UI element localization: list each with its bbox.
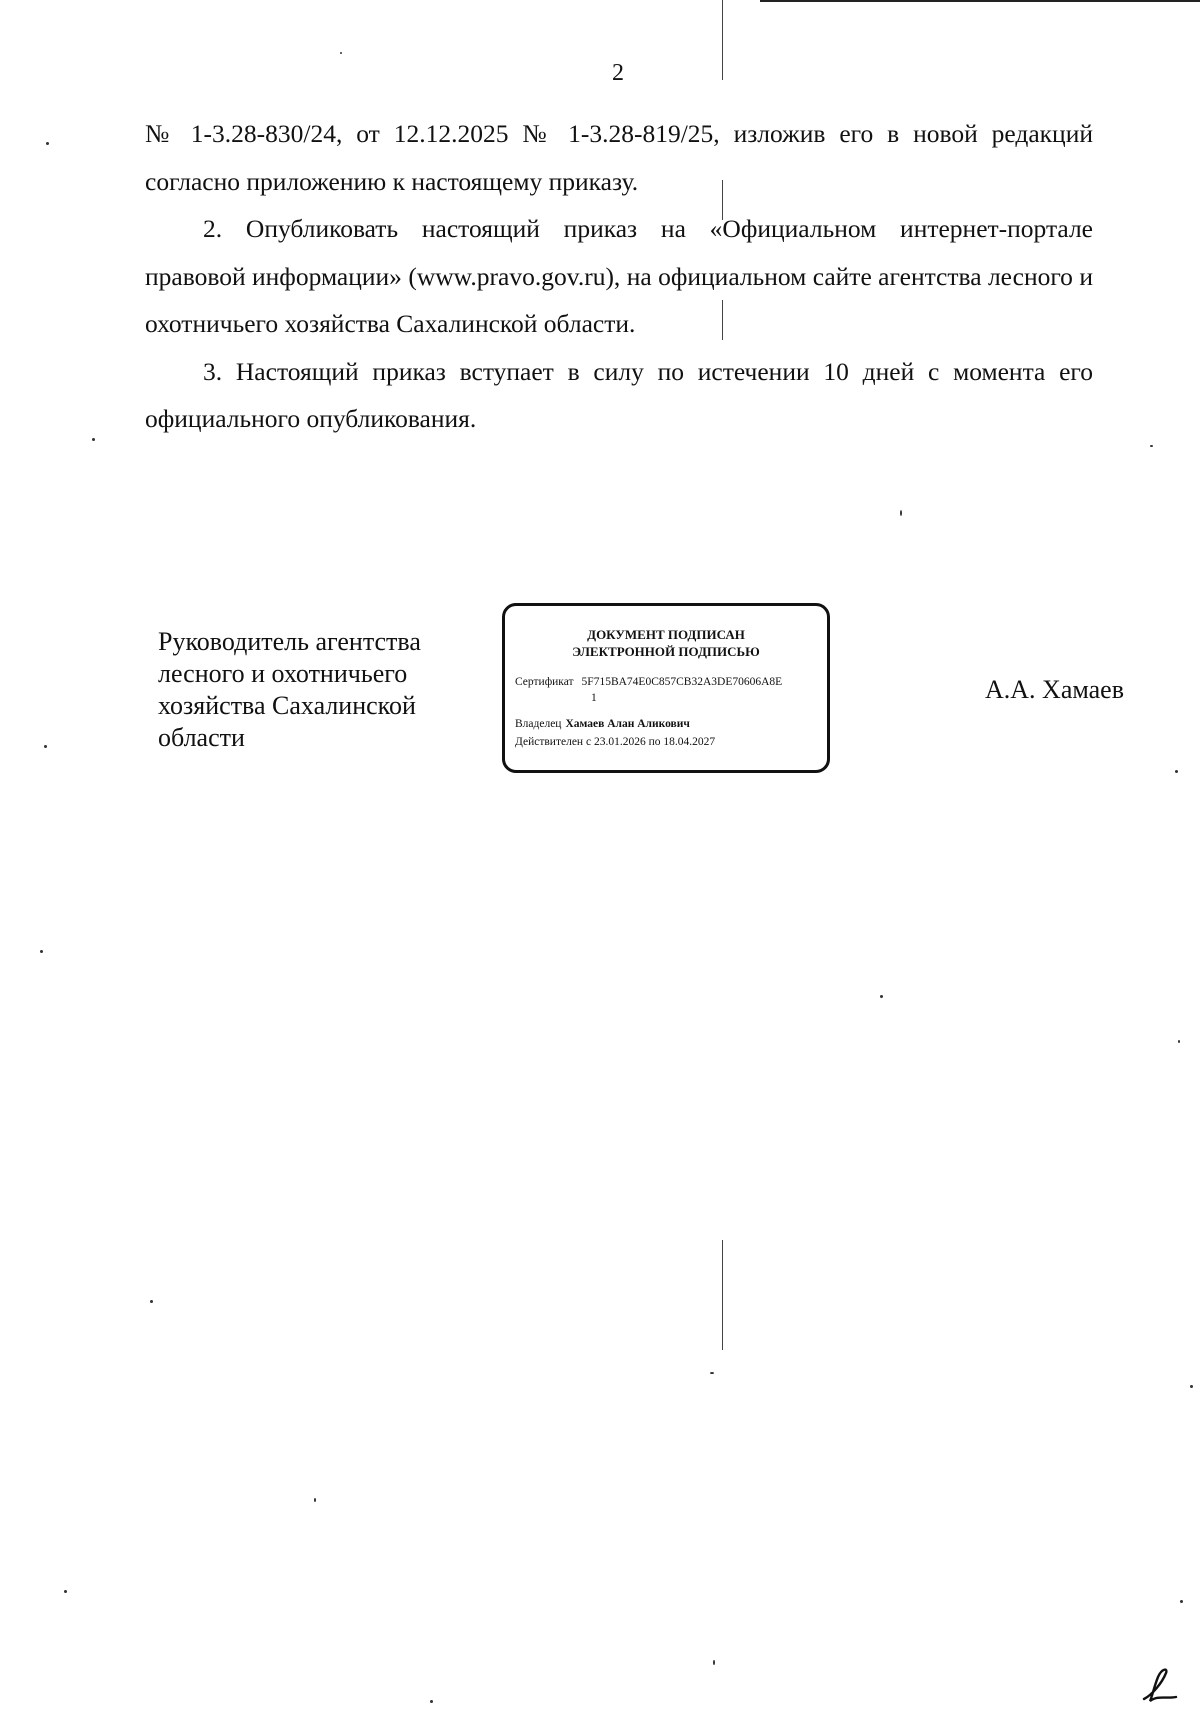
scan-speck [44, 745, 47, 748]
scan-speck [340, 52, 342, 54]
signer-position-line: хозяйства Сахалинской [158, 691, 416, 720]
certificate-label: Сертификат [515, 676, 574, 688]
scan-speck [150, 1300, 153, 1303]
stamp-heading-line: ЭЛЕКТРОННОЙ ПОДПИСЬЮ [572, 644, 760, 659]
electronic-signature-stamp [502, 603, 830, 773]
scan-speck [40, 950, 43, 953]
stamp-validity: Действителен с 23.01.2026 по 18.04.2027 [515, 736, 716, 748]
signer-position-line: области [158, 723, 245, 752]
handwritten-page-mark [1140, 1665, 1182, 1712]
scan-speck [880, 995, 883, 998]
paragraph-2: 2. Опубликовать настоящий приказ на «Официальном интернет-портале правовой информации» (www.pravo.gov.ru), на официальном сайте агентства лесного и охотничьего хозяйства Сахалинской области. [145, 214, 1093, 338]
signer-position-line: Руководитель агентства [158, 627, 421, 656]
scan-speck [64, 1590, 67, 1593]
scan-speck [900, 510, 902, 516]
signer-name: А.А. Хамаев [985, 675, 1125, 704]
paragraph-3: 3. Настоящий приказ вступает в силу по истечении 10 дней с момента его официального опубликования. [145, 356, 1093, 433]
scan-speck [92, 438, 95, 441]
certificate-value-continued: 1 [591, 692, 597, 704]
scan-speck [430, 1700, 433, 1703]
document-body [145, 110, 1093, 443]
scan-speck [46, 142, 49, 145]
page-number: 2 [612, 60, 624, 86]
scan-speck [1175, 770, 1178, 773]
scan-speck [1178, 1040, 1180, 1043]
signer-position [158, 626, 458, 754]
scan-speck [314, 1498, 316, 1502]
stamp-heading-line: ДОКУМЕНТ ПОДПИСАН [587, 627, 745, 642]
scan-speck [713, 1660, 715, 1665]
stamp-certificate [515, 676, 782, 688]
scan-speck [1150, 445, 1153, 447]
owner-label: Владелец [515, 718, 562, 730]
stamp-owner [515, 718, 690, 730]
scan-fold-line [722, 1240, 723, 1350]
paragraph-1: № 1-3.28-830/24, от 12.12.2025 № 1-3.28-819/25, изложив его в новой редакций согласно приложению к настоящему приказу. [145, 119, 1093, 196]
handwritten-mark-icon [1140, 1665, 1182, 1707]
owner-name: Хамаев Алан Аликович [565, 718, 690, 730]
scan-top-edge-line [760, 0, 1200, 2]
scan-speck [1180, 1600, 1183, 1603]
certificate-value: 5F715BA74E0C857CB32A3DE70606A8E [581, 676, 783, 688]
scan-speck [710, 1372, 714, 1374]
signer-position-line: лесного и охотничьего [158, 659, 408, 688]
scan-speck [1190, 1385, 1193, 1388]
stamp-heading [505, 626, 827, 660]
